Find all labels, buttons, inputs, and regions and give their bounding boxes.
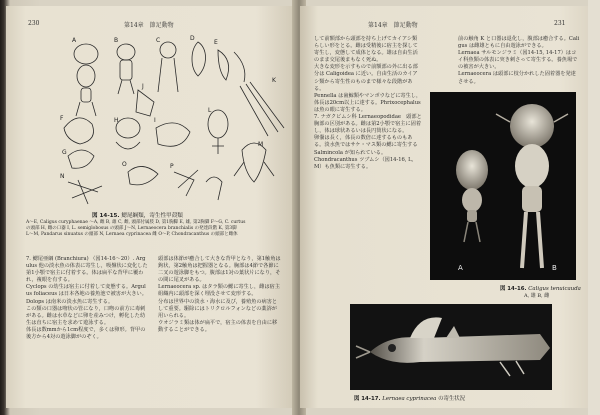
page-number: 231 [554,20,566,27]
svg-text:L: L [208,107,212,114]
paragraph: Lernaeocera sp. はタラ類の鰓に寄生し，雌は宿主組織内に頭部を深く埋没させて変形する。 [158,284,280,298]
paragraph: Pennella は歯鯨類やマンボウなどに寄生し，体長は20cm以上に達する。Phrixocephalus は魚の眼に寄生する。 [314,92,422,113]
svg-text:H: H [114,117,119,124]
figure-title-suffix: の寄生状況 [438,396,466,402]
right-body-column-2 [458,36,580,86]
paragraph: Chondracanthus ツブムシ（図14-16, L, M）も魚類に寄生する。 [314,156,414,170]
paragraph: 7. 鰓尾亜綱 (Branchiura) （図14-16〜20）. Argulus 他の淡水魚の体表に寄生し，吸盤状に変化した第1小顎で宿主に付着する。体は扁平な背甲に覆われ，複眼を有する。 [26,256,148,284]
figure-title: Caligus tenuicauda [528,286,581,292]
paragraph: 頭部は体節が癒合して大きな背甲となり，第1触角は鉤状，第2触角は把握器となる。胸部は4節で各節に二叉の遊泳脚をもつ。腹部は1対の葉状片になり，その間に尾叉がある。 [158,256,281,284]
paragraph: 前の触角 K と口器は退化し，腹部は癒合する。Caligus は雌雄ともに自由遊泳ができる。 [458,36,580,50]
svg-text:J: J [142,83,144,90]
figure-14-15-caption-title [92,211,183,219]
svg-text:P: P [170,163,174,170]
figure-14-17-photo [350,304,552,390]
paragraph: Lernaeocera は頭部に枝分かれした固着器を発達させる。 [458,71,576,85]
paragraph: 卵嚢は長く，体長の数倍に達するものもある。淡水魚ではサケ・マス類の鰓に寄生する Salmincola が知られている。 [314,135,418,156]
right-body-column-1 [314,36,422,171]
page-edges [588,0,600,415]
svg-text:B: B [552,264,557,272]
left-body-column-2 [158,256,282,334]
figure-number: 図 14-16. [500,286,527,292]
left-page [6,6,298,408]
paragraph: Cyclops の幼生は宿主に付着して変態する。Argulus foliaceus は日本各地の養魚池で被害が大きい。Dolops は南米の淡水魚に寄生する。 [26,284,147,305]
fish-photo-image [350,304,552,390]
page-number: 230 [28,20,40,27]
figure-number: 図 14-15. [92,213,120,219]
figure-14-15-caption-body [26,220,288,239]
paragraph: 体長は数mmから1cm程度で，多くは卵形。背甲の後方から4対の遊泳脚がのぞく。 [26,326,146,341]
right-page [300,6,590,408]
figure-14-16-photo [430,92,576,280]
svg-text:D: D [190,35,195,42]
svg-text:A: A [72,37,77,44]
caption-line: L〜M, Pandarus sinuatus の頭部 N, Lernaea cyprinacea 雌 O〜P, Chondracanthus の頭部と雌体 [26,232,238,238]
left-body-column-1 [26,256,148,341]
paragraph: この類の口器は吻状の管になり，口吻の前方に毒刺がある。雌は水草などに卵を産みつけ，孵化した幼生は直ちに宿主を求めて遊泳する。 [26,305,146,326]
svg-text:O: O [122,161,127,168]
paragraph: して前額部から頭部を持ち上げてカイアシ類らしい形をとる。雌は受精後に宿主を探して寄生し，変態して成体となる。雄は自由生活のまま交尾後まもなく死ぬ。 [314,36,418,64]
svg-text:N: N [60,173,65,180]
svg-text:F: F [60,115,64,122]
svg-text:I: I [154,117,156,124]
figure-14-15-drawings [58,32,288,208]
running-head: 第14章 節足動物 [368,22,418,29]
paragraph: 大きな変形を示すもので前額部の外に出る部分は Caligoidea に近い。自由生活のカイアシ類から寄生性のものまで様々な段階がある。 [314,64,418,92]
figure-number: 図 14-17. [354,396,381,402]
copepod-photo-image [430,92,576,280]
svg-text:C: C [156,37,161,44]
caption-line: A〜E, Caligus curyphaenae 〜A, 雌 B, 雄 C, 雌, 頭部付属肢 D, 第1胸脚 E, 雄, 第2胸脚 F〜G, C. curtus [26,220,246,225]
paragraph: ウオジラミ類は体が扁平で，宿主の体表を自由に移動することができる。 [158,319,278,333]
svg-text:G: G [62,149,67,156]
svg-text:E: E [214,39,218,46]
paragraph: 7. ナガクビムシ科 Lernaeopodidae 頭部と胸部の区別がある。雌は第2小顎で宿主に固着し，体は球状あるいは長円筒状になる。 [314,114,422,135]
caption-line: の頭部 H, 雌の口器 I, L. semiglobosus の頭部 J〜N, Lernaeocera branchialis の発達段階 K, 第3脚 [26,226,237,232]
svg-text:B: B [114,37,119,44]
figure-14-16-subcaption: A, 雄 B, 雌 [524,293,550,299]
figure-title: 鰓尾綱類，寄生性甲殻類 [121,213,183,219]
paragraph: Lernaea サルモンジラミ（図14-15, 14-17）はコイ科魚類の体表に突き刺さって寄生する。養魚場での被害が大きい。 [458,50,578,71]
figure-14-16-caption [500,284,581,292]
figure-14-17-caption [354,394,465,402]
figure-title: Lernaea cyprinacea [382,396,437,402]
svg-text:K: K [272,77,276,84]
running-head: 第14章 節足動物 [124,22,174,29]
svg-text:M: M [258,141,264,148]
svg-text:A: A [458,264,463,272]
paragraph: 分布は世界中の淡水・海水に及び，養殖魚の病害として重要。駆除にはトリクロルフォンなどの薬浴が用いられる。 [158,298,278,319]
